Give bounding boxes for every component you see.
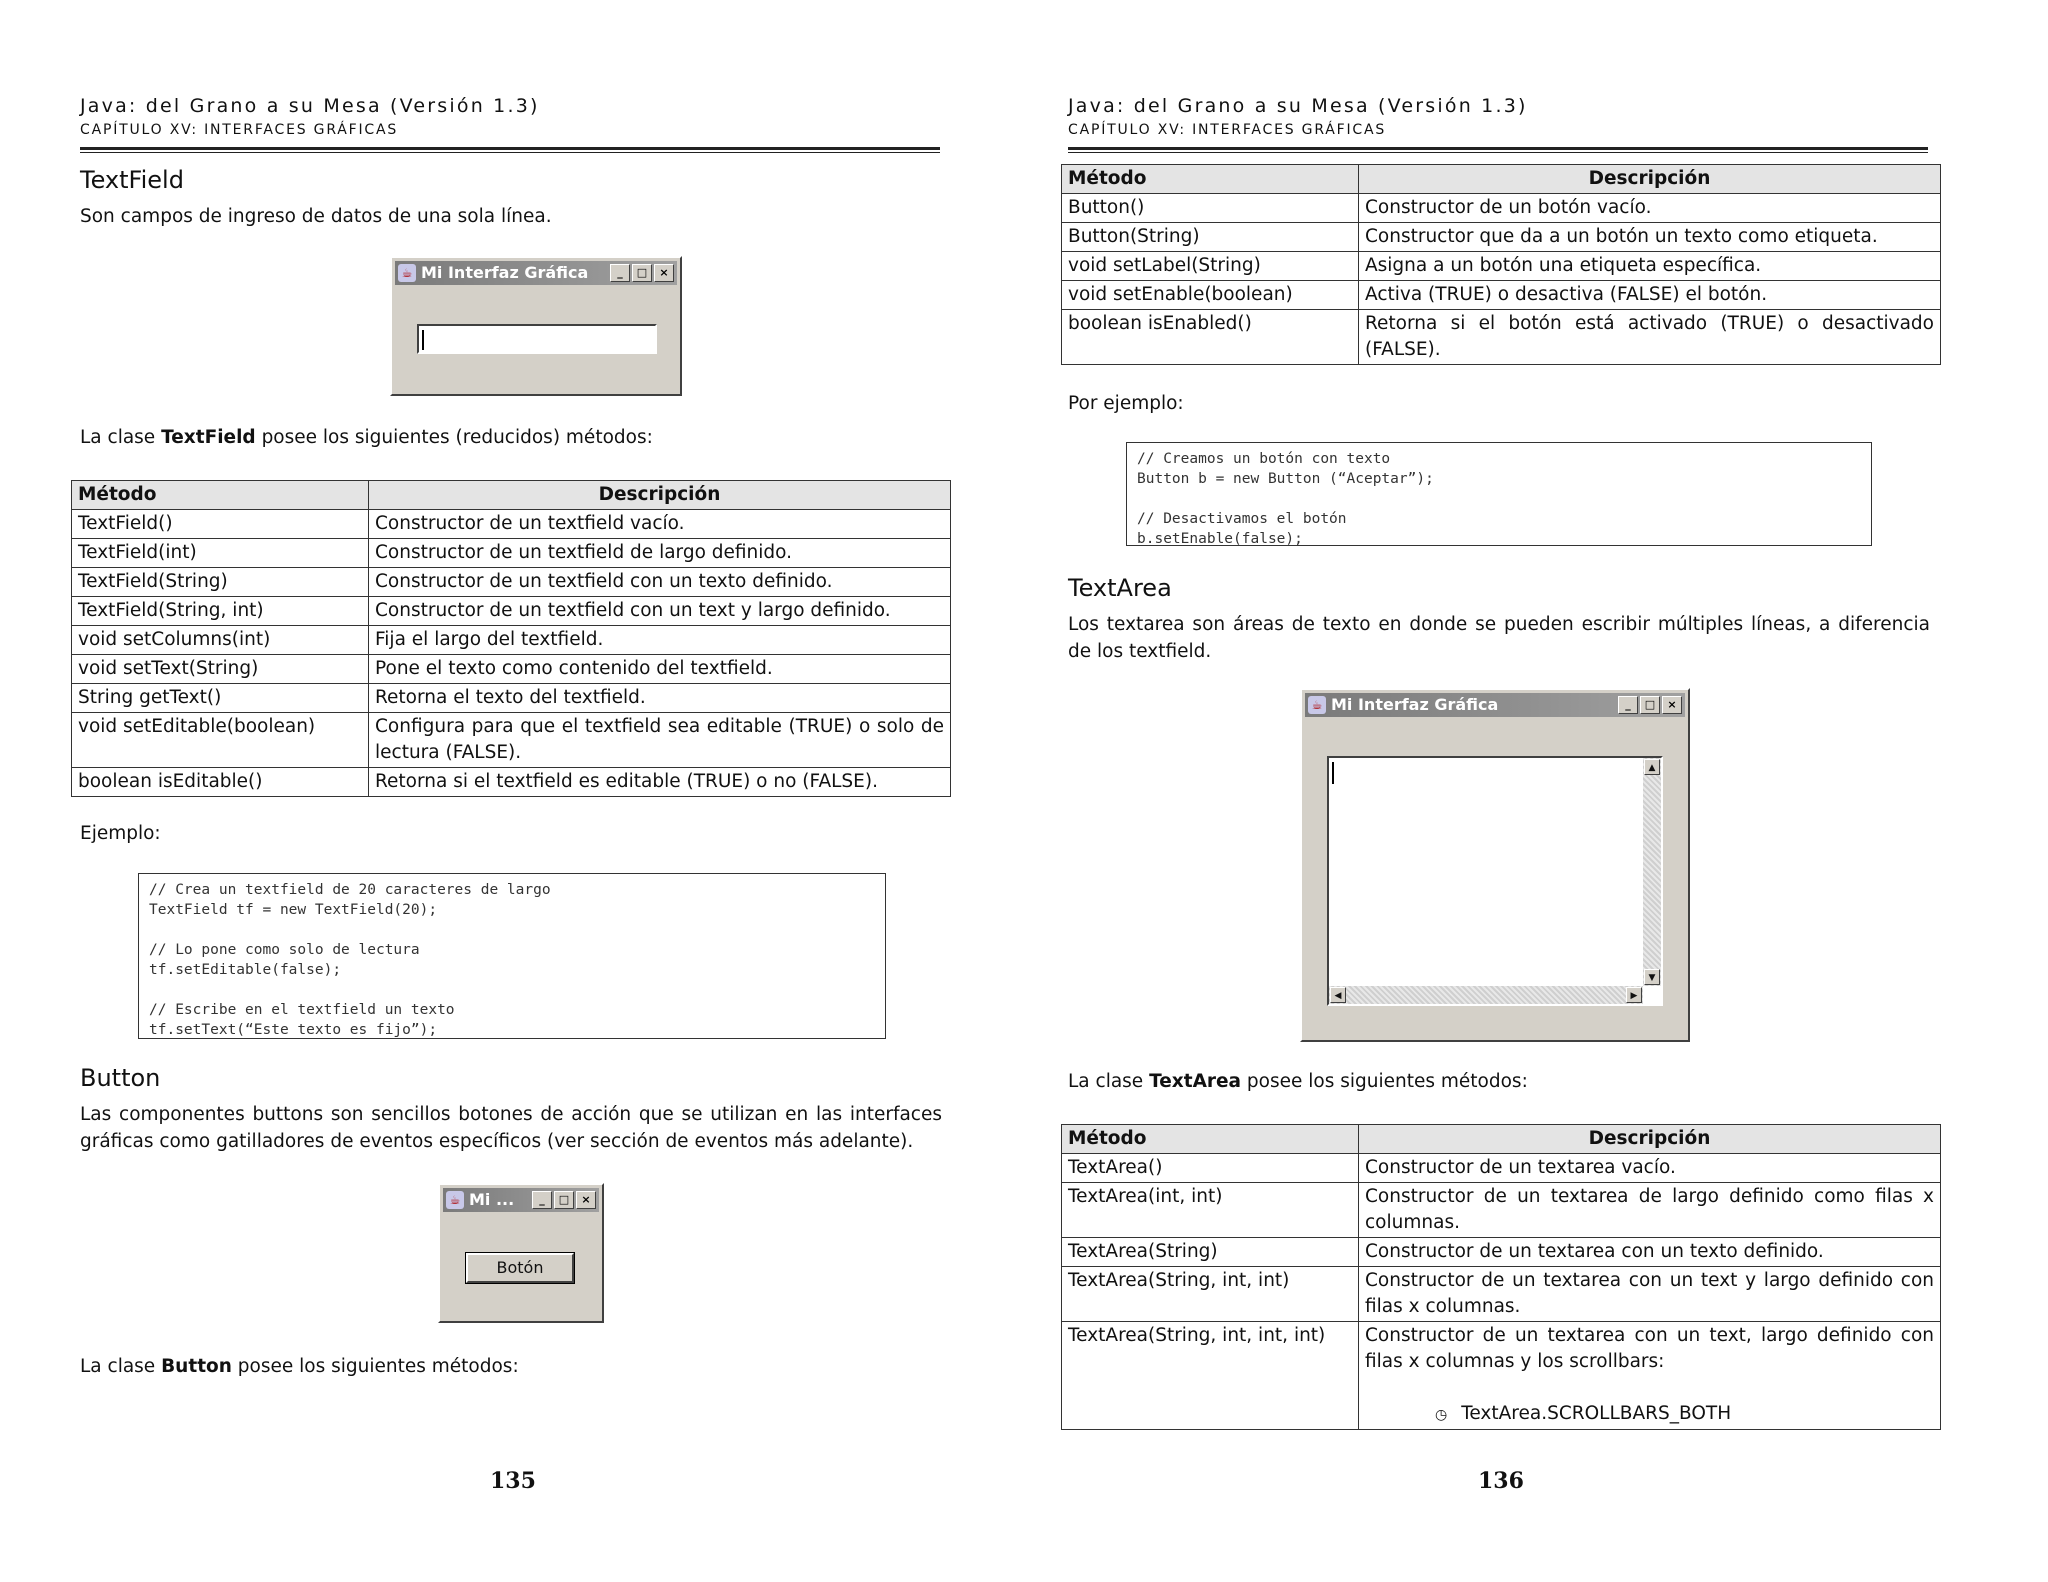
table-row bbox=[72, 626, 951, 655]
section-heading-button: Button bbox=[80, 1064, 161, 1092]
description-cell: Activa (TRUE) o desactiva (FALSE) el botón. bbox=[1359, 281, 1941, 310]
scroll-right-icon: ▶ bbox=[1626, 987, 1642, 1003]
table-row bbox=[72, 713, 951, 768]
description-cell: Constructor de un textfield de largo definido. bbox=[369, 539, 951, 568]
intro-text: La clase bbox=[80, 427, 162, 448]
method-cell: Button(String) bbox=[1062, 223, 1359, 252]
col-header-description: Descripción bbox=[1359, 165, 1941, 194]
close-icon: × bbox=[654, 264, 674, 282]
bullet-text: TextArea.SCROLLBARS_BOTH bbox=[1461, 1403, 1732, 1424]
table-row bbox=[1062, 281, 1941, 310]
window-titlebar bbox=[443, 1188, 599, 1212]
minimize-icon: _ bbox=[1618, 696, 1638, 714]
table-row bbox=[72, 568, 951, 597]
text-caret bbox=[422, 330, 424, 350]
maximize-icon: □ bbox=[1640, 696, 1660, 714]
method-cell: TextArea(String, int, int, int) bbox=[1062, 1322, 1359, 1430]
header-rule-thin bbox=[1068, 152, 1928, 153]
window-titlebar bbox=[395, 261, 677, 285]
method-cell: TextArea(int, int) bbox=[1062, 1183, 1359, 1238]
code-blank-line bbox=[149, 920, 875, 940]
table-row bbox=[1062, 194, 1941, 223]
textfield-code-block bbox=[138, 873, 886, 1039]
intro-text: La clase bbox=[80, 1356, 162, 1377]
window-title: Mi Interfaz Gráfica bbox=[421, 263, 589, 282]
col-header-method: Método bbox=[1062, 1125, 1359, 1154]
maximize-icon: □ bbox=[554, 1191, 574, 1209]
method-cell: TextField(String, int) bbox=[72, 597, 369, 626]
running-header-subtitle: CAPÍTULO XV: INTERFACES GRÁFICAS bbox=[80, 122, 399, 138]
minimize-icon: _ bbox=[532, 1191, 552, 1209]
textfield-methods-intro bbox=[80, 424, 653, 451]
col-header-description: Descripción bbox=[369, 481, 951, 510]
description-cell bbox=[1359, 1322, 1941, 1430]
code-line: // Desactivamos el botón bbox=[1137, 511, 1347, 527]
section-heading-textfield: TextField bbox=[80, 166, 184, 194]
button-code-block bbox=[1126, 442, 1872, 546]
textarea-window-figure bbox=[1300, 688, 1690, 1042]
close-icon: × bbox=[576, 1191, 596, 1209]
page-number: 136 bbox=[1478, 1468, 1524, 1494]
col-header-method: Método bbox=[1062, 165, 1359, 194]
button-methods-intro bbox=[80, 1353, 519, 1380]
method-cell: void setColumns(int) bbox=[72, 626, 369, 655]
code-line: // Escribe en el textfield un texto bbox=[149, 1002, 455, 1018]
description-cell: Asigna a un botón una etiqueta específica. bbox=[1359, 252, 1941, 281]
bullet-item bbox=[1365, 1401, 1934, 1428]
description-cell: Configura para que el textfield sea editable (TRUE) o solo de lectura (FALSE). bbox=[369, 713, 951, 768]
button-methods-table bbox=[1061, 164, 1941, 365]
table-row bbox=[1062, 223, 1941, 252]
scroll-up-icon: ▲ bbox=[1644, 759, 1660, 775]
window-title: Mi ... bbox=[469, 1190, 515, 1209]
textfield-methods-table bbox=[71, 480, 951, 797]
example-label: Ejemplo: bbox=[80, 823, 161, 844]
intro-text: posee los siguientes métodos: bbox=[1241, 1071, 1528, 1092]
spacer bbox=[1365, 1375, 1934, 1401]
description-cell: Constructor de un textarea con un text y largo definido con filas x columnas. bbox=[1359, 1267, 1941, 1322]
button-window-figure bbox=[438, 1183, 604, 1323]
table-row bbox=[1062, 1267, 1941, 1322]
table-row bbox=[1062, 252, 1941, 281]
window-controls bbox=[610, 264, 674, 282]
header-rule bbox=[80, 147, 940, 150]
textarea-methods-intro bbox=[1068, 1068, 1528, 1095]
description-cell: Constructor de un textarea vacío. bbox=[1359, 1154, 1941, 1183]
page-right bbox=[1024, 0, 2048, 1582]
method-cell: void setEnable(boolean) bbox=[1062, 281, 1359, 310]
minimize-icon: _ bbox=[610, 264, 630, 282]
scroll-down-icon: ▼ bbox=[1644, 969, 1660, 985]
description-text: Constructor de un textarea con un text, largo definido con filas x columnas y los scrollbars: bbox=[1365, 1325, 1934, 1372]
table-row bbox=[72, 597, 951, 626]
method-cell: void setEditable(boolean) bbox=[72, 713, 369, 768]
method-cell: TextField(int) bbox=[72, 539, 369, 568]
method-cell: boolean isEditable() bbox=[72, 768, 369, 797]
window-title: Mi Interfaz Gráfica bbox=[1331, 695, 1499, 714]
scroll-left-icon: ◀ bbox=[1330, 987, 1346, 1003]
description-cell: Constructor de un textarea de largo definido como filas x columnas. bbox=[1359, 1183, 1941, 1238]
method-cell: void setLabel(String) bbox=[1062, 252, 1359, 281]
table-row bbox=[1062, 1238, 1941, 1267]
table-row bbox=[1062, 310, 1941, 365]
method-cell: TextArea(String, int, int) bbox=[1062, 1267, 1359, 1322]
window-titlebar bbox=[1305, 693, 1685, 717]
textfield-window-figure bbox=[390, 256, 682, 396]
table-header-row bbox=[1062, 1125, 1941, 1154]
method-cell: String getText() bbox=[72, 684, 369, 713]
example-label: Por ejemplo: bbox=[1068, 393, 1184, 414]
description-cell: Constructor de un textfield con un text y largo definido. bbox=[369, 597, 951, 626]
table-row bbox=[72, 655, 951, 684]
code-line: // Crea un textfield de 20 caracteres de largo bbox=[149, 882, 551, 898]
table-header-row bbox=[72, 481, 951, 510]
maximize-icon: □ bbox=[632, 264, 652, 282]
description-cell: Retorna si el botón está activado (TRUE) o desactivado (FALSE). bbox=[1359, 310, 1941, 365]
intro-text: La clase bbox=[1068, 1071, 1150, 1092]
table-row bbox=[72, 539, 951, 568]
method-cell: TextArea(String) bbox=[1062, 1238, 1359, 1267]
table-row bbox=[72, 510, 951, 539]
method-cell: boolean isEnabled() bbox=[1062, 310, 1359, 365]
textarea-control bbox=[1327, 756, 1663, 1006]
description-cell: Constructor de un textfield con un texto definido. bbox=[369, 568, 951, 597]
window-controls bbox=[1618, 696, 1682, 714]
header-rule bbox=[1068, 147, 1928, 150]
intro-text: posee los siguientes métodos: bbox=[231, 1356, 519, 1377]
java-cup-icon: ☕ bbox=[446, 1191, 464, 1209]
col-header-method: Método bbox=[72, 481, 369, 510]
table-row bbox=[72, 684, 951, 713]
col-header-description: Descripción bbox=[1359, 1125, 1941, 1154]
description-cell: Constructor de un textfield vacío. bbox=[369, 510, 951, 539]
section-heading-textarea: TextArea bbox=[1068, 574, 1172, 602]
description-cell: Retorna el texto del textfield. bbox=[369, 684, 951, 713]
class-name: Button bbox=[161, 1356, 232, 1377]
textarea-methods-table bbox=[1061, 1124, 1941, 1430]
class-name: TextField bbox=[161, 427, 256, 448]
method-cell: TextField(String) bbox=[72, 568, 369, 597]
description-cell: Pone el texto como contenido del textfield. bbox=[369, 655, 951, 684]
method-cell: void setText(String) bbox=[72, 655, 369, 684]
button-intro: Las componentes buttons son sencillos botones de acción que se utilizan en las interfaces gráficas como gatilladores de eventos específicos (ver sección de eventos más adelante). bbox=[80, 1104, 942, 1152]
description-cell: Fija el largo del textfield. bbox=[369, 626, 951, 655]
horizontal-scrollbar bbox=[1329, 986, 1643, 1004]
code-line: Button b = new Button (“Aceptar”); bbox=[1137, 471, 1434, 487]
table-header-row bbox=[1062, 165, 1941, 194]
code-line: TextField tf = new TextField(20); bbox=[149, 902, 438, 918]
description-cell: Retorna si el textfield es editable (TRUE) o no (FALSE). bbox=[369, 768, 951, 797]
textarea-intro: Los textarea son áreas de texto en donde se pueden escribir múltiples líneas, a diferencia de los textfield. bbox=[1068, 614, 1930, 662]
vertical-scrollbar bbox=[1643, 758, 1661, 986]
method-cell: TextArea() bbox=[1062, 1154, 1359, 1183]
code-line: b.setEnable(false); bbox=[1137, 531, 1303, 547]
header-rule-thin bbox=[80, 152, 940, 153]
description-cell: Constructor de un botón vacío. bbox=[1359, 194, 1941, 223]
table-row bbox=[72, 768, 951, 797]
java-cup-icon: ☕ bbox=[1308, 696, 1326, 714]
page-number: 135 bbox=[490, 1468, 536, 1494]
running-header-title: Java: del Grano a su Mesa (Versión 1.3) bbox=[1068, 95, 1528, 117]
running-header-title: Java: del Grano a su Mesa (Versión 1.3) bbox=[80, 95, 540, 117]
running-header-subtitle: CAPÍTULO XV: INTERFACES GRÁFICAS bbox=[1068, 122, 1387, 138]
intro-text: posee los siguientes (reducidos) métodos: bbox=[255, 427, 653, 448]
code-blank-line bbox=[149, 980, 875, 1000]
class-name: TextArea bbox=[1149, 1071, 1242, 1092]
code-line: tf.setText(“Este texto es fijo”); bbox=[149, 1022, 438, 1038]
close-icon: × bbox=[1662, 696, 1682, 714]
method-cell: Button() bbox=[1062, 194, 1359, 223]
text-caret bbox=[1332, 762, 1334, 784]
table-row bbox=[1062, 1154, 1941, 1183]
java-cup-icon: ☕ bbox=[398, 264, 416, 282]
code-blank-line bbox=[1137, 489, 1861, 509]
code-line: // Lo pone como solo de lectura bbox=[149, 942, 420, 958]
clock-bullet-icon: ◷ bbox=[1435, 1407, 1448, 1423]
textfield-control bbox=[417, 324, 657, 354]
code-line: tf.setEditable(false); bbox=[149, 962, 342, 978]
table-row bbox=[1062, 1322, 1941, 1430]
table-row bbox=[1062, 1183, 1941, 1238]
method-cell: TextField() bbox=[72, 510, 369, 539]
description-cell: Constructor de un textarea con un texto definido. bbox=[1359, 1238, 1941, 1267]
description-cell: Constructor que da a un botón un texto como etiqueta. bbox=[1359, 223, 1941, 252]
textfield-intro: Son campos de ingreso de datos de una sola línea. bbox=[80, 206, 552, 227]
code-line: // Creamos un botón con texto bbox=[1137, 451, 1391, 467]
sample-button: Botón bbox=[466, 1253, 574, 1283]
window-controls bbox=[532, 1191, 596, 1209]
